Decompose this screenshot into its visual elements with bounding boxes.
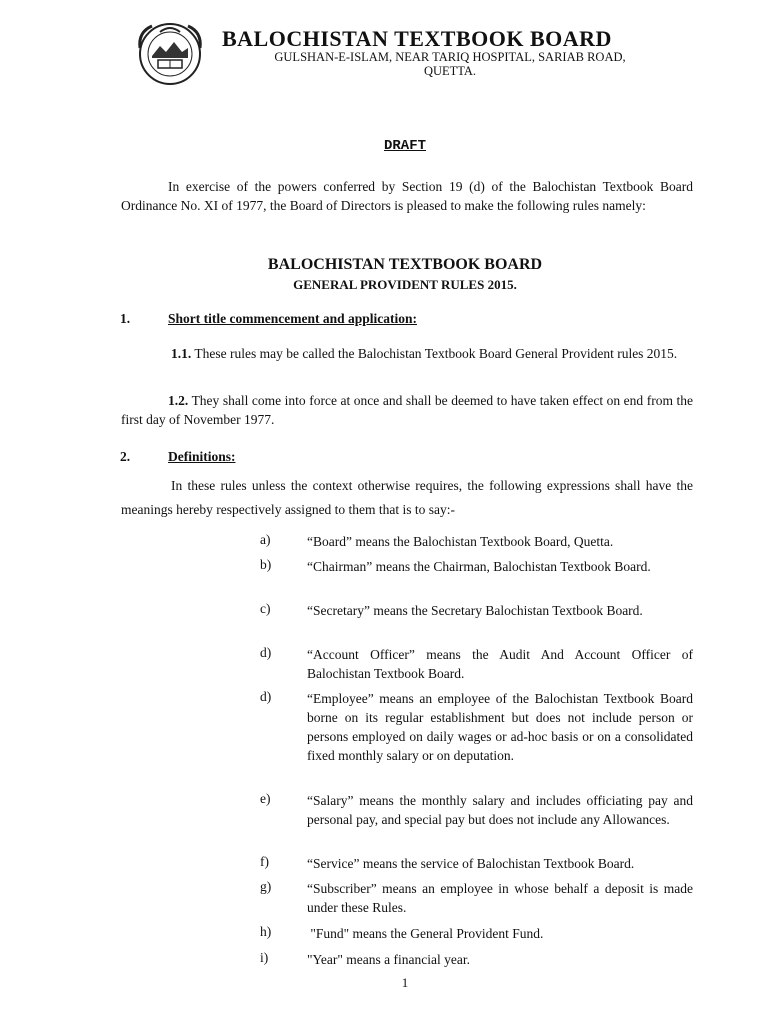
definition-text: “Secretary” means the Secretary Balochistan Textbook Board. <box>307 603 643 618</box>
doc-title-line2: GENERAL PROVIDENT RULES 2015. <box>293 277 517 292</box>
definition-text: “Chairman” means the Chairman, Balochistan Textbook Board. <box>307 559 651 574</box>
definition-label: i) <box>260 950 269 965</box>
definition-text: “Subscriber” means an employee in whose behalf a deposit is made under these Rules. <box>307 881 693 915</box>
definition-label: h) <box>260 924 272 939</box>
section-2-number: 2. <box>120 449 131 464</box>
org-name: BALOCHISTAN TEXTBOOK BOARD <box>222 26 612 51</box>
definition-label: d) <box>260 645 272 660</box>
section-1-heading: Short title commencement and application: <box>168 311 417 326</box>
definition-label: b) <box>260 557 272 572</box>
draft-label: DRAFT <box>383 138 426 154</box>
board-seal-logo <box>130 12 210 92</box>
rule-1-1-number: 1.1. <box>171 346 192 361</box>
definition-label: g) <box>260 879 272 894</box>
rule-1-2-text: They shall come into force at once and shall be deemed to have taken effect on end from the first day of November 1977. <box>121 393 693 427</box>
rule-1-2-number: 1.2. <box>168 393 189 408</box>
preamble: In exercise of the powers conferred by Section 19 (d) of the Balochistan Textbook Board Ordinance No. XI of 1977, the Board of Directors is pleased to make the following rules namely: <box>121 179 693 213</box>
rule-1-2 <box>121 391 693 429</box>
definition-text: “Employee” means an employee of the Balochistan Textbook Board borne on its regular establishment but does not include person or persons employed on daily wages or ad-hoc basis or on a consolidated fixed monthly salary or on deputation. <box>307 691 693 763</box>
definition-text: “Board” means the Balochistan Textbook Board, Quetta. <box>307 534 614 549</box>
section-1-number: 1. <box>120 311 131 326</box>
definition-label: a) <box>260 532 271 547</box>
definition-text: “Salary” means the monthly salary and includes officiating pay and personal pay, and special pay but does not include any Allowances. <box>307 793 693 827</box>
org-address-line2: QUETTA. <box>423 64 477 78</box>
definition-label: e) <box>260 791 271 806</box>
definitions-intro: In these rules unless the context otherwise requires, the following expressions shall have the meanings hereby respectively assigned to them that is to say:- <box>121 478 693 517</box>
doc-title-line1: BALOCHISTAN TEXTBOOK BOARD <box>267 256 543 273</box>
definition-label: c) <box>260 601 271 616</box>
definition-label: d) <box>260 689 272 704</box>
definition-text: "Year" means a financial year. <box>307 952 470 967</box>
org-address-line1: GULSHAN-E-ISLAM, NEAR TARIQ HOSPITAL, SARIAB ROAD, <box>274 50 626 64</box>
definition-text: "Fund" means the General Provident Fund. <box>307 926 544 941</box>
definition-text: “Service” means the service of Balochistan Textbook Board. <box>307 856 635 871</box>
definition-label: f) <box>260 854 269 869</box>
definition-text: “Account Officer” means the Audit And Account Officer of Balochistan Textbook Board. <box>307 647 693 681</box>
rule-1-1 <box>121 342 693 366</box>
page-number: 1 <box>401 975 409 990</box>
section-2-heading: Definitions: <box>168 449 236 464</box>
rule-1-1-text: These rules may be called the Balochistan Textbook Board General Provident rules 2015. <box>194 346 678 361</box>
